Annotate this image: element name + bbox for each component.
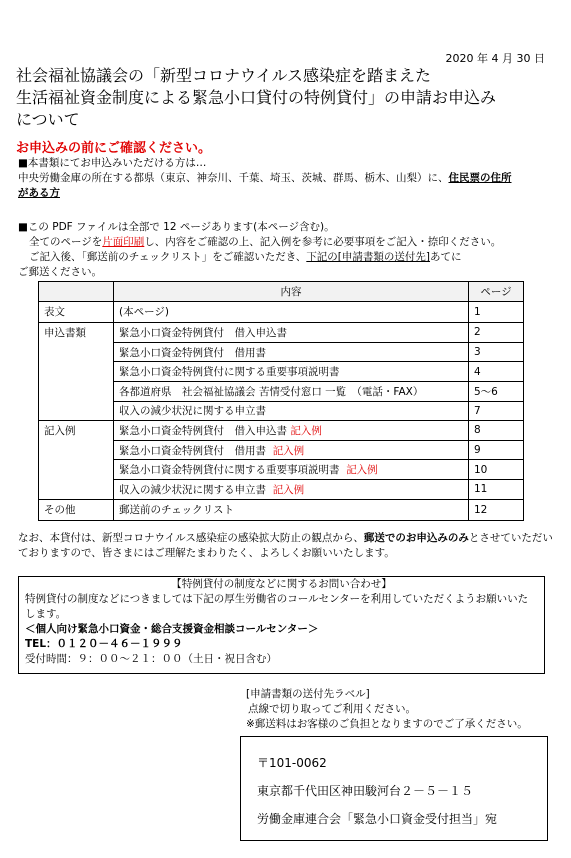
addressee: 労働金庫連合会「緊急小口資金受付担当」宛 xyxy=(257,812,498,826)
category-cell: その他 xyxy=(39,499,114,521)
example-tag: 記入例 xyxy=(272,444,305,457)
example-tag: 記入例 xyxy=(272,483,305,496)
example-tag: 記入例 xyxy=(346,464,378,477)
warning-heading: お申込みの前にご確認ください。 xyxy=(16,141,212,156)
contact-title: 【特例貸付の制度などに関するお問い合わせ】 xyxy=(171,578,392,590)
call-center-hours: 受付時間：９：００～２１：００（土日・祝日含む） xyxy=(25,653,277,665)
table-row: 緊急小口資金特例貸付 借用書 3 xyxy=(39,342,524,362)
mail-only-note: なお、本貸付は、新型コロナウイルス感染症の感染拡大防止の観点から、郵送でのお申込みのみとさせていただいておりますので、皆さまにはご理解たまわりたく、よろしくお願いいたします。 xyxy=(18,532,553,559)
category-cell: 記入例 xyxy=(39,421,114,499)
contents-table xyxy=(38,281,524,521)
table-row: 申込書類 緊急小口資金特例貸付 借入申込書 2 xyxy=(39,323,524,343)
table-row: 緊急小口資金特例貸付に関する重要事項説明書 記入例 10 xyxy=(39,460,524,480)
address-line: 東京都千代田区神田駿河台２－５－１５ xyxy=(257,784,474,798)
table-row: 各都道府県 社会福祉協議会 苦情受付窓口 一覧 （電話・FAX） 5～6 xyxy=(39,381,524,401)
table-row: 緊急小口資金特例貸付 借用書 記入例 9 xyxy=(39,440,524,460)
eligibility-heading: ■本書類にてお申込みいただける方は… xyxy=(18,157,207,169)
document-date: 2020 年 4 月 30 日 xyxy=(445,52,545,65)
contact-box xyxy=(18,576,545,674)
contact-text: 特例貸付の制度などにつきましては下記の厚生労働省のコールセンターを利用していただくようお願いいたします。 xyxy=(25,593,529,620)
instructions-section: ■この PDF ファイルは全部で 12 ページあります(本ページ含む)。 全てのページを片面印刷し、内容をご確認の上、記入例を参考に必要事項をご記入・捺印ください。 ご記入後、「郵送前のチェックリスト」をご確認いただき、下記の[申請書類の送付先]あてに ご郵送ください。 xyxy=(18,221,502,278)
table-row: その他 郵送前のチェックリスト 12 xyxy=(39,499,524,521)
call-center-name: ＜個人向け緊急小口資金・総合支援資金相談コールセンター＞ xyxy=(25,623,319,635)
send-to-link: 下記の[申請書類の送付先] xyxy=(306,251,431,263)
table-row: 記入例 緊急小口資金特例貸付 借入申込書 記入例 8 xyxy=(39,421,524,441)
label-instructions: [申請書類の送付先ラベル] 点線で切り取ってご利用ください。 ※郵送料はお客様のご負担となりますのでご了承ください。 xyxy=(246,688,528,730)
table-row: 表文 (本ページ) 1 xyxy=(39,301,524,323)
call-center-tel: TEL：０１２０－４６－１９９９ xyxy=(25,638,183,650)
zip-code: 〒101-0062 xyxy=(257,756,327,770)
eligibility-section: ■本書類にてお申込みいただける方は… 中央労働金庫の所在する都県（東京、神奈川、千葉、埼玉、茨城、群馬、栃木、山梨）に、住民票の住所 がある方 xyxy=(18,156,553,201)
table-header-row: 内容 ページ xyxy=(39,282,524,302)
table-row: 緊急小口資金特例貸付に関する重要事項説明書 4 xyxy=(39,362,524,382)
table-row: 収入の減少状況に関する申立書 記入例 11 xyxy=(39,479,524,499)
table-row: 収入の減少状況に関する申立書 7 xyxy=(39,401,524,421)
category-cell: 申込書類 xyxy=(39,323,114,421)
address-label xyxy=(240,736,548,841)
document-title: 社会福祉協議会の「新型コロナウイルス感染症を踏まえた 生活福祉資金制度による緊急小口貸付の特例貸付」の申請お申込み について xyxy=(16,66,497,129)
single-side-print-emphasis: 片面印刷 xyxy=(102,236,145,248)
category-cell: 表文 xyxy=(39,301,114,323)
resident-address-emphasis: 住民票の住所 xyxy=(448,172,512,184)
example-tag: 記入例 xyxy=(290,424,322,437)
